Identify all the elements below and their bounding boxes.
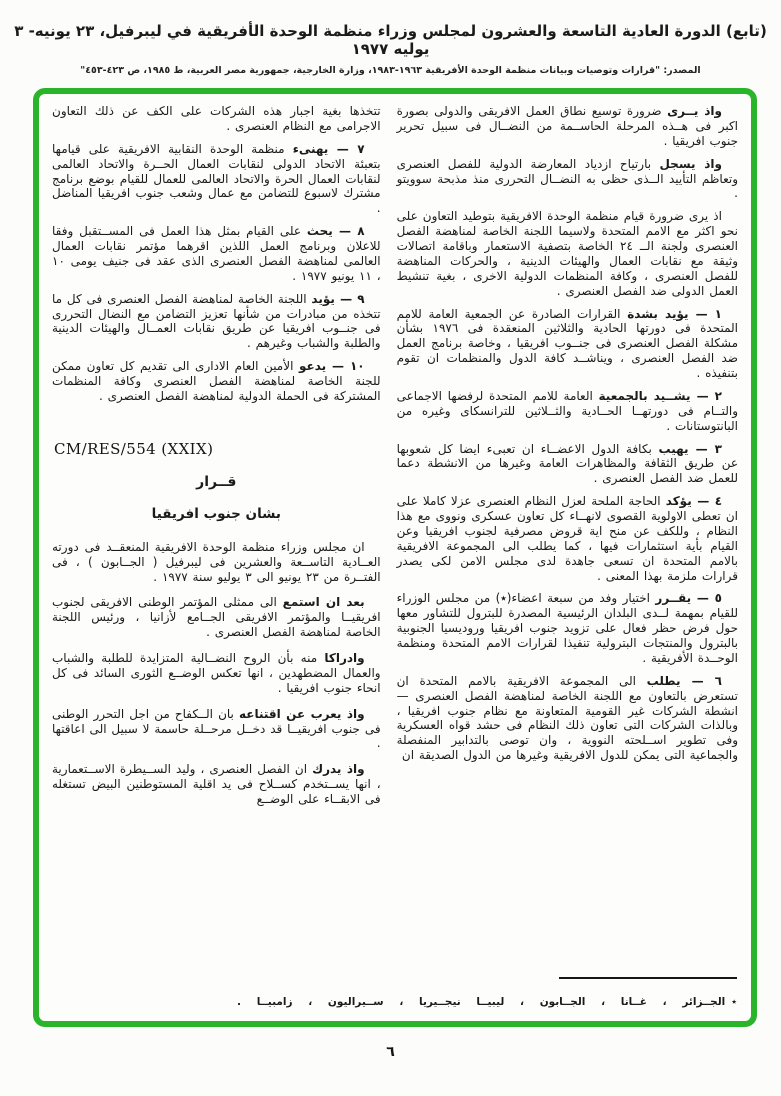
paragraph-lead: ٩ — يؤيد: [311, 291, 365, 306]
footnote-text: الجــزائر ، غــانا ، الجــابون ، ليبيــا نيجــيريا ، ســيراليون ، زامبيــا .: [237, 996, 726, 1008]
paragraph-lead: ١ — يؤيد بشدة: [627, 306, 722, 321]
page-number: ٦: [386, 1044, 395, 1060]
paragraph-text: ان مجلس وزراء منظمة الوحدة الافريقية المنعقــد فى دورته العــادية التاســعة والعشرين فى ليبرفيل ( الجــابون ) ، فى الفتــرة من ٢٣ يونيو الى ٣ يوليو سنة ١٩٧٧ .: [52, 539, 381, 584]
session-title: (تابع) الدورة العادية التاسعة والعشرون لمجلس وزراء منظمة الوحدة الأفريقية في ليبرفيل، ٢٣ يونيه- ٣ يوليه ١٩٧٧: [14, 22, 767, 58]
paragraph-text: اللجنة الخاصة لمناهضة الفصل العنصرى فى كل ما تتخذه من مبادرات من شأنها تعزيز التضامن مع النضال التحررى فى جنــوب افريقيا عن طريق نقابات العمــال والهيئات الدينية والطلبة والشباب وغيرهم .: [52, 291, 381, 351]
paragraph: [397, 591, 738, 665]
paragraph-text: ضرورة توسيع نطاق العمل الافريقى والدولى بصورة اكبر فى هــذه المرحلة الحاســمة من النضــال فى سبيل تحرير جنوب افريقيا .: [396, 104, 738, 148]
paragraph-text: الى المجموعة الافريقية بالامم المتحدة ان تستعرض بالتعاون مع اللجنة الخاصة لمناهضة الفصل العنصرى — انشطة الشركات غير القومية المتعاونة مع نظام جنوب افريقيا ، وبالذات الشركات التى تعاون ذلك النظام فى حشد قواه العسكرية وفى تطوير اســلحته النووية ، وان توصى بالتدابير المنفصلة والجماعية التى يمكن للدول الافريقية وغيرها من الدول الصديقة ان: [396, 673, 738, 763]
paragraph: [397, 157, 738, 202]
paragraph-text: القرارات الصادرة عن الجمعية العامة للامم المتحدة فى دورتها الحادية والثلاثين المنعقدة فى ١٩٧٦ بشأن مشكلة الفصل العنصرى فى جنــوب افريقيا ، وخاصة برنامج العمل ضد الفصل العنصرى ، ويناشــد كافة الدول والمنظمات ان تقوم بتنفيذه .: [396, 306, 738, 380]
paragraph: [52, 707, 381, 752]
paragraph-lead: ٣ — يهيب: [658, 441, 722, 456]
two-column-layout: [39, 94, 751, 1021]
paragraph: [52, 540, 381, 585]
paragraph-lead: واذ يعرب عن اقتناعه: [238, 706, 365, 721]
footnote-divider: [559, 977, 737, 979]
paragraph-lead: ٦ — يطلب: [646, 673, 722, 688]
source-citation: المصدر: "قرارات وتوصيات وبيانات منظمة الوحدة الأفريقية ١٩٦٣-١٩٨٣، وزارة الخارجية، جمهورية مصر العربية، ط ١٩٨٥، ص ٤٢٣-٤٥٣": [80, 65, 701, 76]
paragraph-text: على القيام بمثل هذا العمل فى المســتقبل وفقا للاعلان وبرنامج العمل اللذين اقرهما مؤتمر نقابات العمال العالمى لمناهضة الفصل العنصرى الذى عقد فى جنيف يومى ١٠ ، ١١ يونيو ١٩٧٧ .: [52, 224, 381, 283]
right-column: [397, 104, 738, 971]
paragraph: [397, 307, 738, 381]
paragraph: [52, 595, 381, 640]
paragraph-text: الحاجة الملحة لعزل النظام العنصرى عزلا كاملا على ان تعطى الاولوية القصوى لانهــاء كل تعاون عسكرى ونووى مع هذا النظام ، وللكف عن منح اية قروض مصرفية لجنوب افريقيا وعن القيام بأية استثمارات فيها ، كما يطلب الى المجموعة الافريقية بالامم المتحدة ان تسعى جاهدة لدى مجلس الامن لكى يصدر قرارات ملزمة بهذا المعنى .: [396, 494, 738, 583]
paragraph: [52, 104, 381, 134]
paragraph-lead: ٧ — يهنىء: [292, 141, 365, 156]
paragraph: [397, 209, 738, 298]
paragraph-lead: واذ يدرك: [312, 762, 365, 777]
document-frame: [33, 88, 757, 1027]
paragraph: [52, 142, 381, 216]
paragraph-text: بان الــكفاح من اجل التحرر الوطنى فى جنوب افريقيــا قد دخــل مرحــلة حاسمة لا سبيل الى اعاقتها .: [52, 706, 381, 751]
paragraph: [52, 762, 381, 807]
resolution-subtitle: بشان جنوب افريقيا: [151, 505, 281, 522]
paragraph: [397, 389, 738, 434]
paragraph-lead: بعد ان استمع: [282, 595, 365, 610]
paragraph-lead: ٤ — يؤكد: [665, 494, 723, 509]
paragraph-text: بكافة الدول الاعضــاء ان تعبىء ايضا كل شعوبها عن طريق الثقافة والمظاهرات العامة وغيرها من الانشطة دعما للعمل ضد الفصل العنصرى .: [396, 441, 738, 486]
paragraph-lead: ٢ — يشــيد بالجمعية: [598, 388, 722, 403]
paragraph-text: اذ يرى ضرورة قيام منظمة الوحدة الافريقية بتوطيد التعاون على نحو اكثر مع الامم المتحدة ولاسيما اللجنة الخاصة لمناهضة الفصل العنصرى ولجنة الــ ٢٤ الخاصة بتصفية الاستعمار وباقامة اتصالات وثيقة مع نقابات العمال والهيئات الدينية ، والحركات المناهضة للفصل العنصرى ، وكافة المنظمات الدولية الاخرى ، بغية تنشيط العمل الدولى ضد الفصل العنصرى .: [396, 209, 738, 298]
paragraph-text: العامة للامم المتحدة لرفضها الاجماعى والتــام فى دورتهــا الحــادية والثــلاثين للترانسكاى وغيره من البانتوستانات .: [396, 388, 738, 433]
paragraph: [397, 494, 738, 583]
resolution-code: CM/RES/554 (XXIX): [54, 439, 214, 458]
paragraph: [52, 651, 381, 696]
paragraph-lead: ١٠ — يدعو: [298, 359, 365, 374]
paragraph: [397, 104, 738, 149]
paragraph: [52, 224, 381, 284]
resolution-title: قــرار: [196, 473, 237, 490]
paragraph-text: الأمين العام الادارى الى تقديم كل تعاون ممكن للجنة الخاصة لمناهضة الفصل العنصرى وكافة المنظمات المشتركة فى الحملة الدولية لمناهضة الفصل العنصرى .: [52, 359, 381, 403]
paragraph: [52, 359, 381, 404]
paragraph-text: منظمة الوحدة النقابية الافريقية على قيامها بتعبئة الاتحاد الدولى لنقابات العمال الحــرة والاتحاد العالمى لنقابات العمال الحرة والاتحاد العالمى للعمال للقيام بوضع برنامج مشترك لاسبوع للتضامن مع عمال وشعب جنوب افريقيا المناضل .: [52, 141, 381, 216]
page-header: [10, 22, 771, 76]
paragraph-text: بارتياح ازدياد المعارضة الدولية للفصل العنصرى وتعاظم التأييد الــذى حظى به النضــال التحررى منذ مذبحة سوويتو .: [396, 156, 738, 201]
paragraph-text: اختيار وفد من سبعة اعضاء(٭) من مجلس الوزراء للقيام بمهمة لــدى البلدان الرئيسية المصدرة للبترول للتشاور معها حول فرض حظر فعال على تزويد جنوب افريقيا وروديسيا الجنوبية بالبترول والمنتجات البترولية تنفيذا لقرارات الامم المتحدة ومنظمة الوحــدة الأفريقية .: [396, 591, 738, 665]
paragraph-lead: واذ يــرى: [667, 104, 722, 118]
paragraph-lead: ٥ — يقــرر: [655, 591, 722, 606]
paragraph-lead: وادراكا: [324, 651, 365, 665]
left-column: [52, 104, 381, 971]
footnote-marker: ٭: [731, 996, 737, 1008]
paragraph-text: تتخذها بغية اجبار هذه الشركات على الكف عن ذلك التعاون الاجرامى مع النظام العنصرى .: [52, 104, 381, 133]
paragraph-lead: واذ يسجل: [659, 156, 723, 171]
paragraph-text: الى ممثلى المؤتمر الوطنى الافريقى لجنوب افريقيــا والمؤتمر الافريقى الجــامع لأزانيا ، ورئيس اللجنة الخاصة لمناهضة الفصل العنصرى .: [52, 595, 381, 640]
paragraph: [52, 292, 381, 352]
paragraph-text: منه بأن الروح النضــالية المتزايدة للطلبة والشباب والعمال المضطهدين ، انها تعكس الوضــع الثورى السائد فى كل انحاء جنوب افريقيا .: [52, 651, 381, 695]
paragraph-lead: ٨ — يحث: [306, 224, 365, 239]
paragraph: [397, 442, 738, 487]
footnote: [237, 996, 737, 1008]
paragraph-text: ان الفصل العنصرى ، وليد الســيطرة الاســتعمارية ، انها يســتخدم كســلاح فى يد اقلية المستوطنين البيض تستغله فى الابقــاء على الوضــع: [52, 762, 381, 806]
paragraph: [397, 674, 738, 763]
